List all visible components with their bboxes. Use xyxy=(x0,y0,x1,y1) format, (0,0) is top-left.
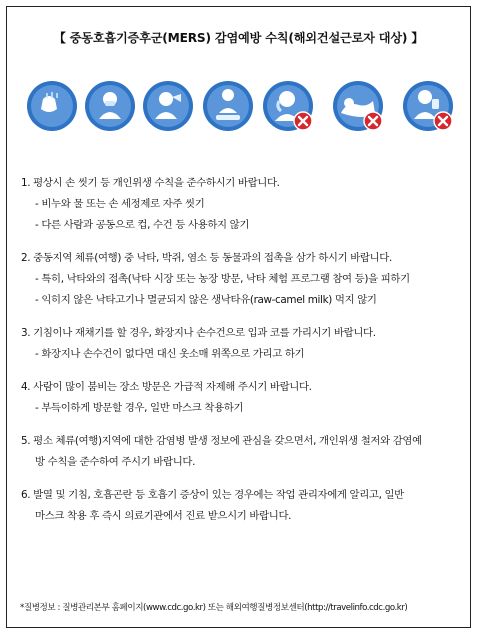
rule-text-continuation: 방 수칙을 준수하여 주시기 바랍니다. xyxy=(35,456,196,468)
rule-item-5 xyxy=(21,431,473,473)
wash-hands-sink-icon xyxy=(201,79,255,133)
source-note: *질병정보 : 질병관리본부 홈페이지(www.cdc.go.kr) 또는 해외여행질병정보센터(http://travelinfo.cdc.go.kr) xyxy=(20,603,408,613)
rule-subitem: - 익히지 않은 낙타고기나 멸균되지 않은 생낙타유(raw-camel milk) 먹지 않기 xyxy=(35,294,377,306)
rule-text-continuation: 마스크 착용 후 즉시 의료기관에서 진료 받으시기 바랍니다. xyxy=(35,510,292,522)
rule-text: 4. 사람이 많이 붐비는 장소 방문은 가급적 자제해 주시기 바랍니다. xyxy=(21,381,312,393)
prohibited-icon xyxy=(364,112,382,130)
rule-text: 1. 평상시 손 씻기 등 개인위생 수칙을 준수하시기 바랍니다. xyxy=(21,177,280,189)
no-raw-milk-icon xyxy=(401,79,455,133)
rule-item-2 xyxy=(21,248,473,311)
rule-subitem: - 부득이하게 방문할 경우, 일반 마스크 착용하기 xyxy=(35,402,244,414)
rule-item-1 xyxy=(21,173,473,236)
prohibited-icon xyxy=(434,112,452,130)
rule-text: 6. 발열 및 기침, 호흡곤란 등 호흡기 증상이 있는 경우에는 작업 관리자에게 알리고, 일반 xyxy=(21,489,404,501)
no-touch-face-icon xyxy=(261,79,315,133)
handwashing-icon xyxy=(25,79,79,133)
document-title: 【 중동호흡기증후군(MERS) 감염예방 수칙(해외건설근로자 대상) 】 xyxy=(53,31,424,45)
rule-subitem: - 화장지나 손수건이 없다면 대신 옷소매 위쪽으로 가리고 하기 xyxy=(35,348,305,360)
rule-subitem: - 특히, 낙타와의 접촉(낙타 시장 또는 농장 방문, 낙타 체험 프로그램 참여 등)을 피하기 xyxy=(35,273,410,285)
document-frame xyxy=(6,6,471,628)
prevention-rules-list xyxy=(21,173,473,527)
cover-mouth-cough-icon xyxy=(83,79,137,133)
rule-subitem: - 비누와 물 또는 손 세정제로 자주 씻기 xyxy=(35,198,205,210)
rule-item-3 xyxy=(21,323,473,365)
rule-text: 2. 중동지역 체류(여행) 중 낙타, 박쥐, 염소 등 동물과의 접촉을 삼가 하시기 바랍니다. xyxy=(21,252,392,264)
no-animal-contact-icon xyxy=(331,79,385,133)
rule-text: 5. 평소 체류(여행)지역에 대한 감염병 발생 정보에 관심을 갖으면서, 개인위생 철저와 감염예 xyxy=(21,435,422,447)
icon-strip xyxy=(25,79,470,161)
rule-subitem: - 다른 사람과 공동으로 컵, 수건 등 사용하지 않기 xyxy=(35,219,250,231)
rule-item-4 xyxy=(21,377,473,419)
rule-item-6 xyxy=(21,485,473,527)
rule-text: 3. 기침이나 재채기를 할 경우, 화장지나 손수건으로 입과 코를 가리시기 바랍니다. xyxy=(21,327,376,339)
prohibited-icon xyxy=(294,112,312,130)
sneeze-tissue-icon xyxy=(141,79,195,133)
